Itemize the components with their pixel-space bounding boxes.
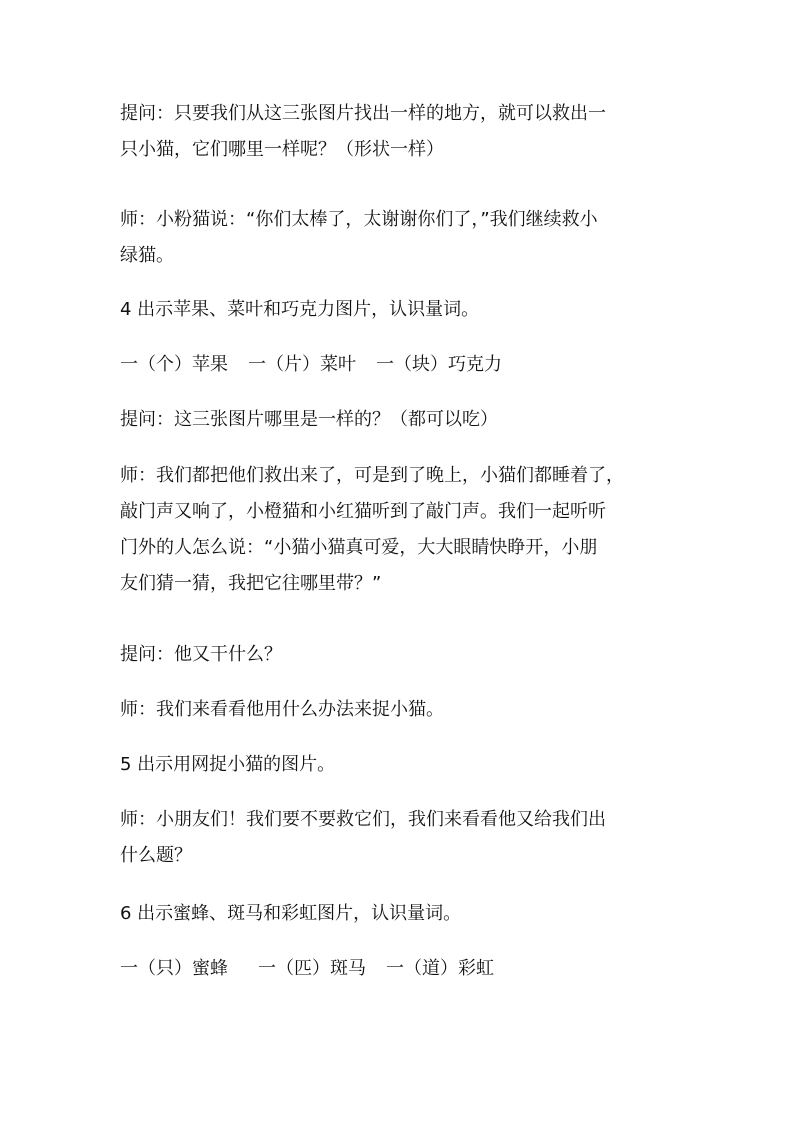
text-line: 6 出示蜜蜂、斑马和彩虹图片，认识量词。: [120, 903, 462, 924]
paragraph-step-6: [120, 896, 680, 932]
text-line: 师：小朋友们！我们要不要救它们，我们来看看他又给我们出: [120, 809, 606, 830]
paragraph-question-3: [120, 637, 680, 673]
measure-word-item: 一（道）彩虹: [386, 958, 494, 979]
text-line: 提问：这三张图片哪里是一样的？（都可以吃）: [120, 409, 498, 430]
text-line: 5 出示用网捉小猫的图片。: [120, 754, 336, 775]
paragraph-measure-words-2: [120, 951, 680, 987]
measure-word-item: 一（匹）斑马: [258, 958, 366, 979]
paragraph-step-5: [120, 747, 680, 783]
paragraph-measure-words-1: [120, 347, 680, 383]
text-line: 师：小粉猫说：“你们太棒了，太谢谢你们了，”我们继续救小: [120, 209, 598, 230]
text-line: 门外的人怎么说：“小猫小猫真可爱，大大眼睛快睁开，小朋: [120, 537, 598, 558]
text-line: 绿猫。: [120, 245, 174, 266]
paragraph-teacher-2: [120, 458, 680, 602]
text-line: 师：我们来看看他用什么办法来捉小猫。: [120, 699, 444, 720]
text-line: 敲门声又响了，小橙猫和小红猫听到了敲门声。我们一起听听: [120, 501, 606, 522]
text-line: 提问：他又干什么？: [120, 644, 282, 665]
paragraph-teacher-1: [120, 202, 680, 274]
measure-word-item: 一（块）巧克力: [376, 354, 502, 375]
paragraph-teacher-4: [120, 802, 680, 874]
text-line: 什么题？: [120, 845, 192, 866]
measure-word-line: [120, 951, 680, 987]
measure-word-line: [120, 347, 680, 383]
text-line: 4 出示苹果、菜叶和巧克力图片，认识量词。: [120, 299, 480, 320]
paragraph-question-2: [120, 402, 680, 438]
paragraph-teacher-3: [120, 692, 680, 728]
paragraph-step-4: [120, 292, 680, 328]
text-line: 师：我们都把他们救出来了，可是到了晚上，小猫们都睡着了，: [120, 465, 624, 486]
paragraph-question-1: [120, 96, 680, 168]
measure-word-item: 一（片）菜叶: [248, 354, 356, 375]
measure-word-item: 一（个）苹果: [120, 354, 228, 375]
text-line: 友们猜一猜，我把它往哪里带？”: [120, 573, 382, 594]
measure-word-item: 一（只）蜜蜂: [120, 958, 228, 979]
text-line: 只小猫，它们哪里一样呢？（形状一样）: [120, 139, 444, 160]
text-line: 提问：只要我们从这三张图片找出一样的地方，就可以救出一: [120, 103, 606, 124]
